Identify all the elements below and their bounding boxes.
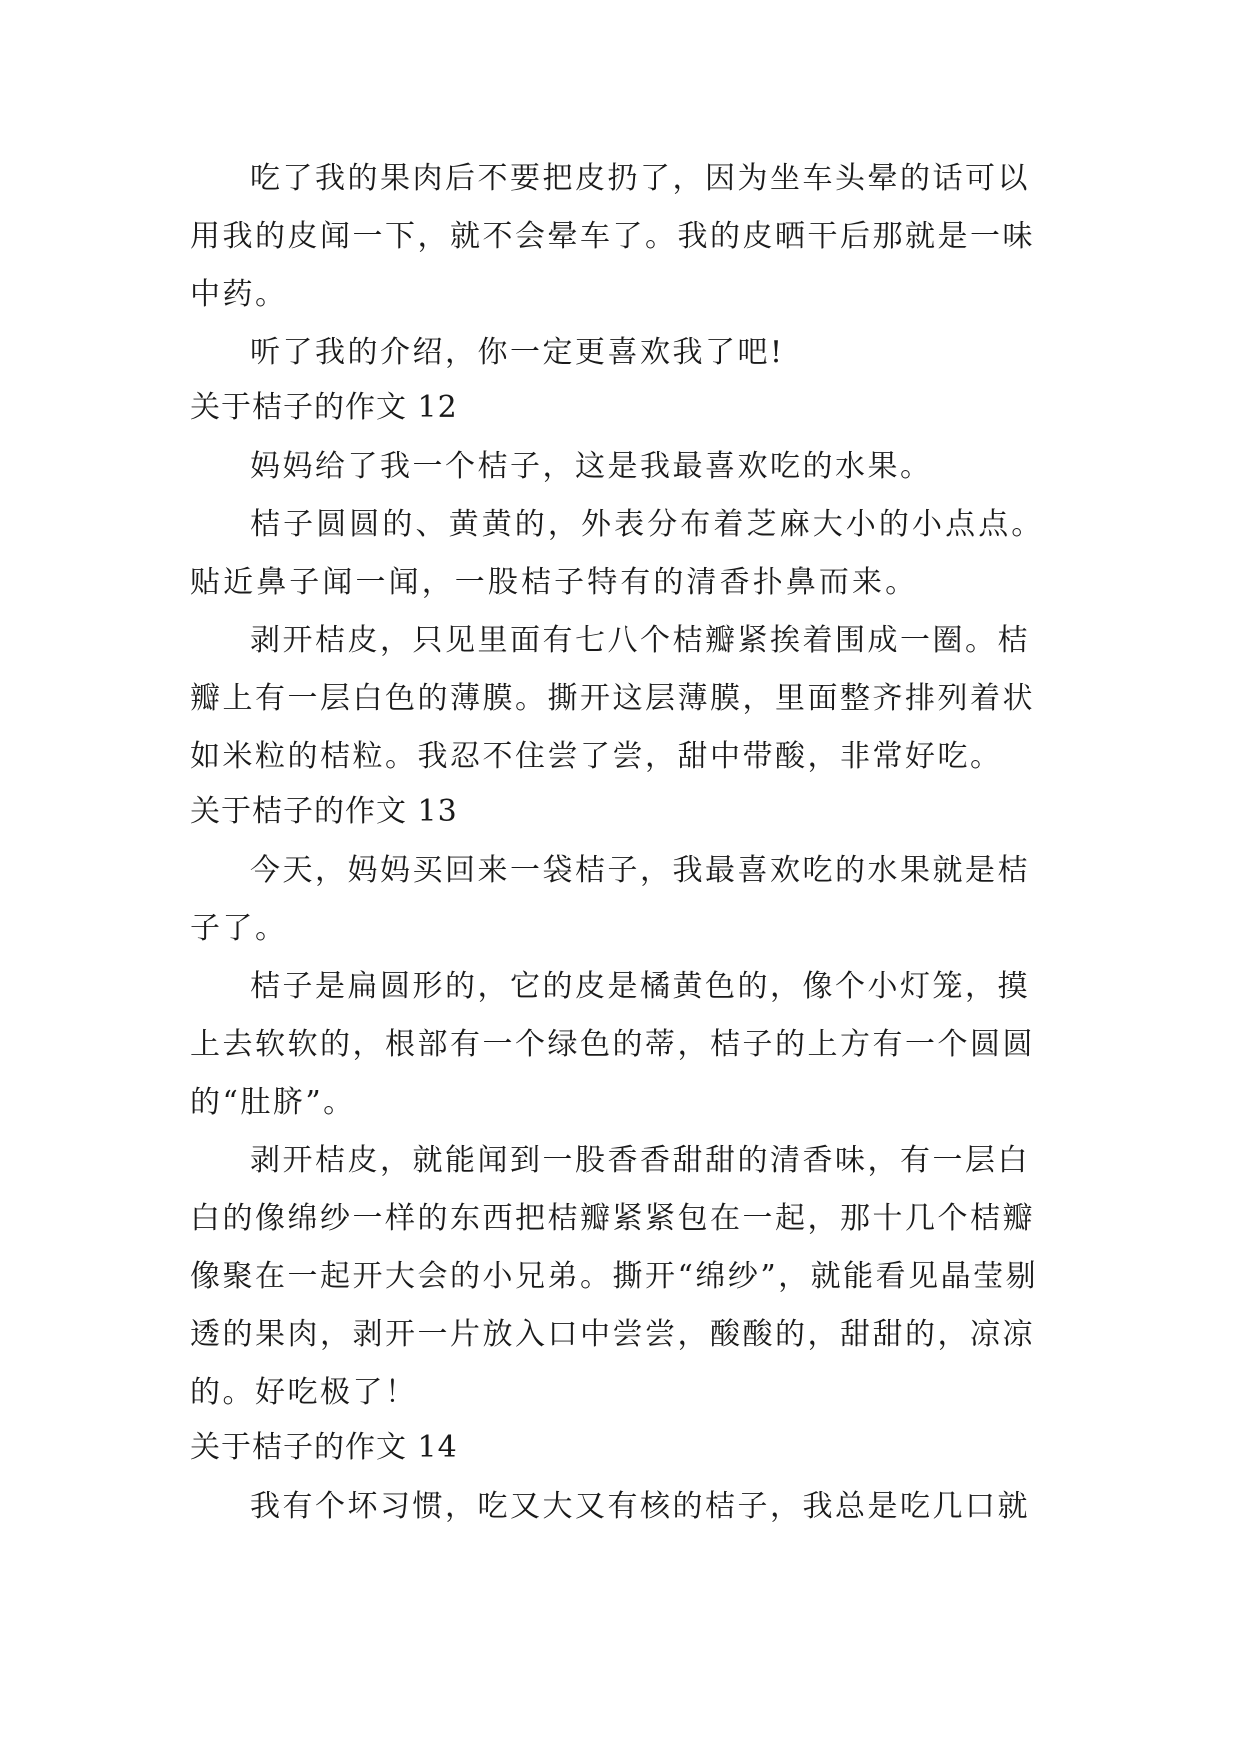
paragraph: 剥开桔皮，就能闻到一股香香甜甜的清香味，有一层白白的像绵纱一样的东西把桔瓣紧紧包在一起，那十几个桔瓣像聚在一起开大会的小兄弟。撕开“绵纱”，就能看见晶莹剔透的果肉，剥开一片放入口中尝尝，酸酸的，甜甜的，凉凉的。好吃极了！ — [190, 1143, 1039, 1410]
paragraph: 听了我的介绍，你一定更喜欢我了吧! — [250, 335, 785, 370]
paragraph: 桔子圆圆的、黄黄的，外表分布着芝麻大小的小点点。贴近鼻子闻一闻，一股桔子特有的清香扑鼻而来。 — [190, 507, 1045, 600]
paragraph: 今天，妈妈买回来一袋桔子，我最喜欢吃的水果就是桔子了。 — [190, 853, 1030, 946]
paragraph: 妈妈给了我一个桔子，这是我最喜欢吃的水果。 — [250, 449, 933, 484]
essay-heading: 关于桔子的作文 14 — [190, 1430, 458, 1465]
paragraph: 剥开桔皮，只见里面有七八个桔瓣紧挨着围成一圈。桔瓣上有一层白色的薄膜。撕开这层薄膜，里面整齐排列着状如米粒的桔粒。我忍不住尝了尝，甜中带酸，非常好吃。 — [190, 623, 1035, 774]
paragraph: 吃了我的果肉后不要把皮扔了，因为坐车头晕的话可以用我的皮闻一下，就不会晕车了。我的皮晒干后那就是一味中药。 — [190, 161, 1035, 312]
essay-heading: 关于桔子的作文 12 — [190, 390, 458, 425]
document-body — [190, 150, 1055, 1536]
paragraph: 桔子是扁圆形的，它的皮是橘黄色的，像个小灯笼，摸上去软软的，根部有一个绿色的蒂，桔子的上方有一个圆圆的“肚脐”。 — [190, 969, 1035, 1120]
essay-heading: 关于桔子的作文 13 — [190, 794, 458, 829]
paragraph: 我有个坏习惯，吃又大又有核的桔子，我总是吃几口就 — [250, 1489, 1030, 1524]
